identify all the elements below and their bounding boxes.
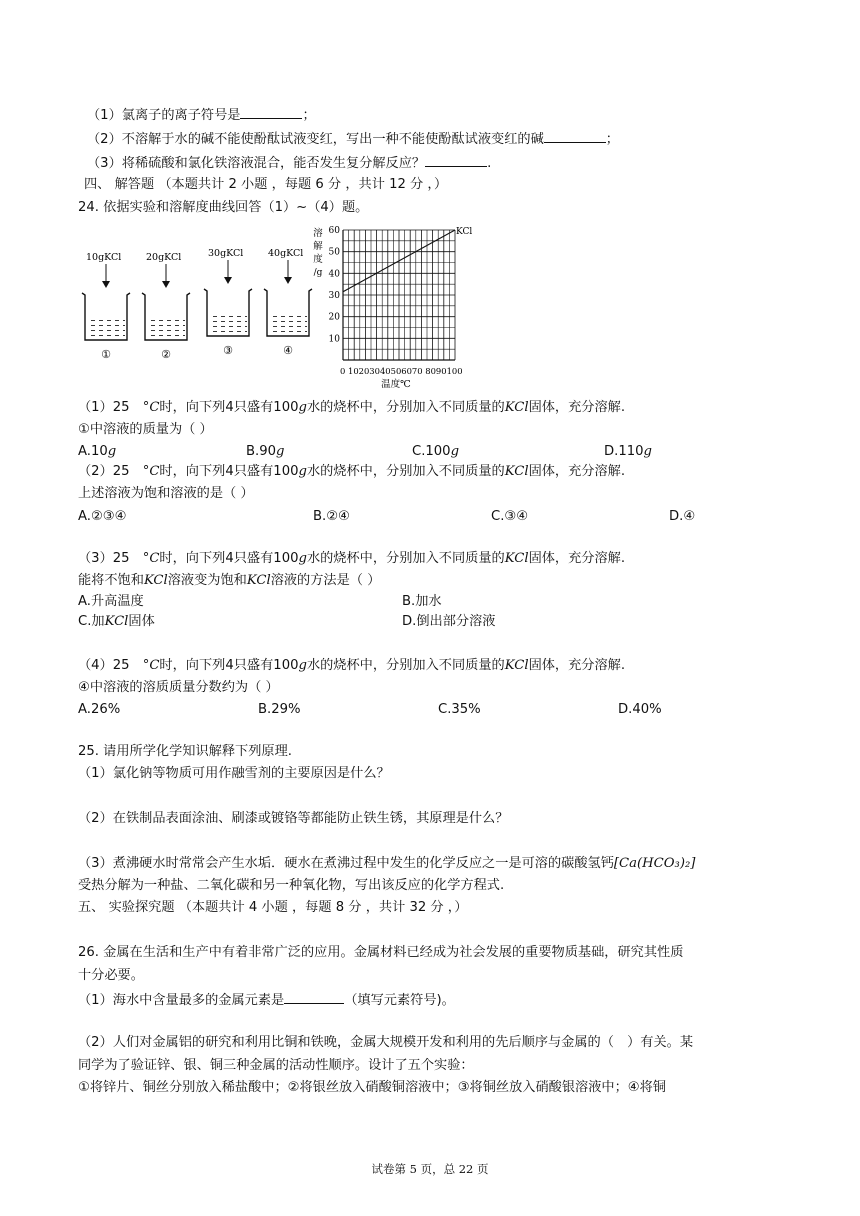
chart-grid [343,230,455,360]
q24-1-option-b[interactable]: B.90g [246,444,285,459]
beaker-2 [142,252,190,361]
q24-2-option-a[interactable]: A.②③④ [78,509,127,524]
q24-3-question: 能将不饱和KCl溶液变为饱和KCl溶液的方法是（ ） [78,573,381,588]
y-tick-label: 50 [328,247,340,258]
q25-part-3-line-2: 受热分解为一种盐、二氧化碳和另一种氧化物，写出该反应的化学方程式. [78,878,505,893]
answer-blank[interactable] [544,129,606,143]
beaker-figure [78,248,318,366]
chart-xticks-label: 0 10203040506070 8090100 [340,366,463,376]
y-tick-label: 60 [328,226,340,236]
q24-4-stem: （4）25 °C时，向下列4只盛有100g水的烧杯中，分别加入不同质量的KCl固体，充分溶解. [78,658,626,673]
chart-ylabel-4: /g [313,268,323,278]
q24-3-option-a[interactable]: A.升高温度 [78,594,144,609]
beaker-3 [204,248,252,357]
beaker-2-label: 20gKCl [146,252,182,263]
q24-2-option-b[interactable]: B.②④ [313,509,350,524]
q23-line-3: （3）将稀硫酸和氯化铁溶液混合，能否发生复分解反应？ . [87,153,491,173]
q23-line-2: （2）不溶解于水的碱不能使酚酞试液变红，写出一种不能使酚酞试液变红的碱 ； [87,129,619,149]
q24-4-option-c[interactable]: C.35% [438,702,481,717]
q24-4-question: ④中溶液的溶质质量分数约为（ ） [78,680,279,695]
answer-blank[interactable] [284,990,344,1004]
q24-1-option-d[interactable]: D.110g [604,444,652,459]
q24-2-option-d[interactable]: D.④ [669,509,696,524]
q26-part-2-line-3: ①将锌片、铜丝分别放入稀盐酸中；②将银丝放入硝酸铜溶液中；③将铜丝放入硝酸银溶液中；④将铜 [78,1080,666,1095]
chart-xlabel: 温度℃ [381,379,411,390]
q25-part-1: （1）氯化钠等物质可用作融雪剂的主要原因是什么？ [78,766,390,781]
q24-3-stem: （3）25 °C时，向下列4只盛有100g水的烧杯中，分别加入不同质量的KCl固体，充分溶解. [78,551,626,566]
solubility-chart [310,222,480,390]
beaker-3-number: ③ [223,344,233,357]
y-tick-label: 10 [328,334,340,345]
q24-stem: 24. 依据实验和溶解度曲线回答（1）~（4）题。 [78,200,369,215]
chart-y-ticks [329,226,341,344]
q25-part-2: （2）在铁制品表面涂油、刷漆或镀铬等都能防止铁生锈，其原理是什么？ [78,811,509,826]
answer-blank[interactable] [425,153,487,167]
chart-ylabel-2: 解 [313,241,323,252]
answer-blank[interactable] [240,105,302,119]
q26-part-2-line-1: （2）人们对金属铝的研究和利用比铜和铁晚，金属大规模开发和利用的先后顺序与金属的（ ）有关。某 [78,1035,694,1050]
q24-1-option-c[interactable]: C.100g [412,444,460,459]
beaker-2-number: ② [161,348,171,361]
series-label-kcl: KCl [456,227,473,237]
y-tick-label: 20 [328,312,340,323]
q25-part-3-line-1: （3）煮沸硬水时常常会产生水垢．硬水在煮沸过程中发生的化学反应之一是可溶的碳酸氢钙[Ca(HCO₃)₂] [78,856,696,871]
section-5-heading: 五、 实验探究题 （本题共计 4 小题 ，每题 8 分 ，共计 32 分 ，） [78,900,468,915]
beaker-1-number: ① [101,348,111,361]
q26-stem-line-1: 26. 金属在生活和生产中有着非常广泛的应用。金属材料已经成为社会发展的重要物质基础，研究其性质 [78,945,684,960]
beaker-4-number: ④ [283,344,293,357]
q24-3-option-b[interactable]: B.加水 [402,594,442,609]
chart-series [343,227,472,292]
chemical-formula: [Ca(HCO₃)₂] [613,856,696,871]
y-tick-label: 40 [328,269,340,280]
beaker-4 [264,248,312,357]
beaker-1 [82,252,130,361]
q23-line-1: （1）氯离子的离子符号是 ； [87,105,316,125]
q26-part-2-line-2: 同学为了验证锌、银、铜三种金属的活动性顺序。设计了五个实验： [78,1058,474,1073]
beaker-3-label: 30gKCl [208,248,244,259]
q24-1-question: ①中溶液的质量为（ ） [78,422,213,437]
q24-2-question: 上述溶液为饱和溶液的是（ ） [78,486,254,501]
q24-2-stem: （2）25 °C时，向下列4只盛有100g水的烧杯中，分别加入不同质量的KCl固体，充分溶解. [78,464,626,479]
q24-4-option-d[interactable]: D.40% [618,702,662,717]
chart-ylabel-1: 溶 [313,228,323,239]
q24-1-option-a[interactable]: A.10g [78,444,117,459]
q24-3-option-d[interactable]: D.倒出部分溶液 [402,614,496,629]
y-tick-label: 30 [328,291,340,301]
beaker-1-label: 10gKCl [86,252,122,263]
q25-stem: 25. 请用所学化学知识解释下列原理. [78,744,292,759]
q24-3-option-c[interactable]: C.加KCl固体 [78,614,155,629]
q26-part-1: （1）海水中含量最多的金属元素是 （填写元素符号)。 [78,990,455,1010]
q24-4-option-b[interactable]: B.29% [258,702,301,717]
chart-ylabel-3: 度 [313,254,323,265]
q26-stem-line-2: 十分必要。 [78,968,144,983]
beaker-4-label: 40gKCl [268,248,304,259]
q24-4-option-a[interactable]: A.26% [78,702,121,717]
section-4-heading: 四、 解答题 （本题共计 2 小题 ，每题 6 分 ，共计 12 分 ，） [84,177,448,192]
page-footer: 试卷第 5 页，总 22 页 [371,1162,489,1176]
q24-1-stem: （1）25 °C时，向下列4只盛有100g水的烧杯中，分别加入不同质量的KCl固体，充分溶解. [78,400,626,415]
q24-2-option-c[interactable]: C.③④ [491,509,529,524]
